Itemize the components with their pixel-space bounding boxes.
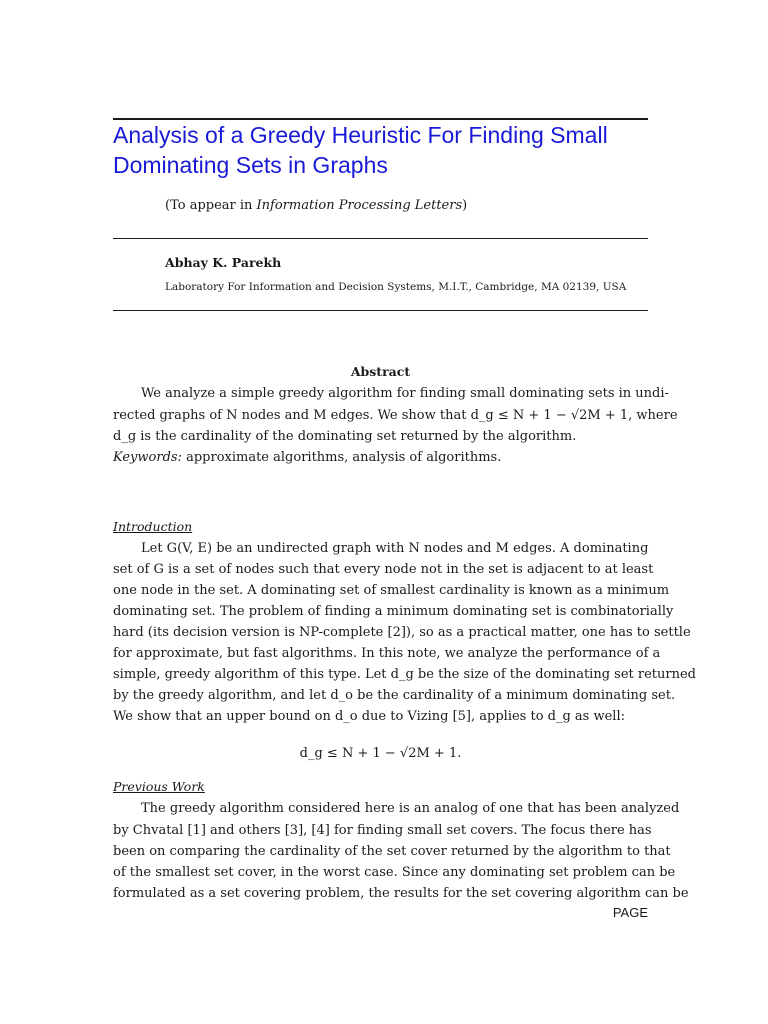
abstract-line: d_g is the cardinality of the dominating set returned by the algorithm. bbox=[113, 429, 577, 444]
abstract-heading: Abstract bbox=[350, 364, 411, 379]
introduction-line: for approximate, but fast algorithms. In this note, we analyze the performance of a bbox=[113, 646, 661, 661]
author-bottom-rule bbox=[113, 310, 648, 311]
keywords-line bbox=[113, 447, 648, 468]
abstract-line: We analyze a simple greedy algorithm for finding small dominating sets in undi- bbox=[141, 386, 669, 401]
introduction-line: We show that an upper bound on d_o due to Vizing [5], applies to d_g as well: bbox=[113, 709, 626, 724]
introduction-line: one node in the set. A dominating set of smallest cardinality is known as a minimum bbox=[113, 583, 670, 598]
previous-work-line: formulated as a set covering problem, the results for the set covering algorithm can be bbox=[113, 886, 689, 901]
publication-note bbox=[165, 197, 467, 215]
journal-name: Information Processing Letters bbox=[256, 198, 463, 213]
previous-work-line: been on comparing the cardinality of the set cover returned by the algorithm to that bbox=[113, 844, 671, 859]
author-affiliation: Laboratory For Information and Decision Systems, M.I.T., Cambridge, MA 02139, USA bbox=[165, 281, 627, 293]
introduction-line: simple, greedy algorithm of this type. Let d_g be the size of the dominating set returned bbox=[113, 667, 696, 682]
introduction-line: set of G is a set of nodes such that every node not in the set is adjacent to at least bbox=[113, 562, 654, 577]
keywords-text: approximate algorithms, analysis of algorithms. bbox=[181, 450, 502, 465]
publication-note-prefix: (To appear in bbox=[165, 198, 257, 213]
keywords-label: Keywords: bbox=[113, 450, 182, 465]
previous-work-line: The greedy algorithm considered here is an analog of one that has been analyzed bbox=[141, 801, 680, 816]
introduction-line: hard (its decision version is NP-complete [2]), so as a practical matter, one has to settle bbox=[113, 625, 691, 640]
previous-work-line: by Chvatal [1] and others [3], [4] for finding small set covers. The focus there has bbox=[113, 823, 652, 838]
introduction-line: by the greedy algorithm, and let d_o be the cardinality of a minimum dominating set. bbox=[113, 688, 676, 703]
display-equation: d_g ≤ N + 1 − √2M + 1. bbox=[299, 746, 462, 761]
author-name: Abhay K. Parekh bbox=[165, 255, 282, 270]
abstract-line: rected graphs of N nodes and M edges. We show that d_g ≤ N + 1 − √2M + 1, where bbox=[113, 408, 678, 423]
previous-work-line: of the smallest set cover, in the worst case. Since any dominating set problem can be bbox=[113, 865, 676, 880]
previous-work-heading: Previous Work bbox=[113, 779, 205, 794]
introduction-line: dominating set. The problem of finding a minimum dominating set is combinatorially bbox=[113, 604, 674, 619]
publication-note-suffix: ) bbox=[462, 198, 468, 213]
page-label: PAGE bbox=[612, 905, 648, 920]
author-top-rule bbox=[113, 238, 648, 239]
introduction-heading: Introduction bbox=[113, 519, 193, 534]
introduction-line: Let G(V, E) be an undirected graph with N nodes and M edges. A dominating bbox=[141, 541, 649, 556]
paper-title: Analysis of a Greedy Heuristic For Finding Small Dominating Sets in Graphs bbox=[113, 122, 608, 178]
